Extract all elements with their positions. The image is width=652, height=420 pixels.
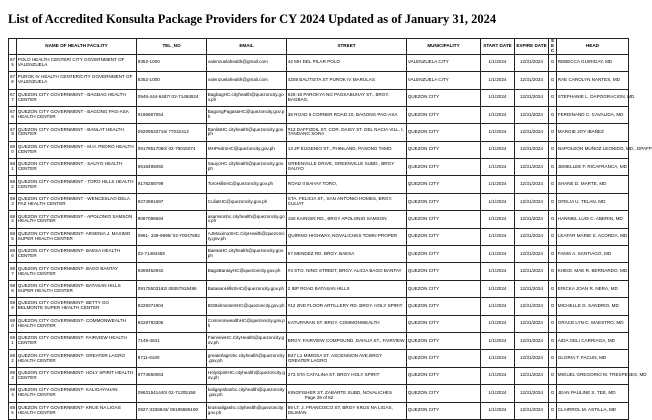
cell-email: BagbagHC.cityhealth@quezoncity.gov.ph [207, 89, 287, 106]
cell-facility-name: QUEZON CITY GOVERNMENT- BAESA HEALTH CENTER [17, 246, 137, 263]
cell-expire-date: 12/31/2024 [515, 176, 549, 193]
cell-row-number: 688 [9, 280, 17, 297]
cell-sec: G [549, 159, 557, 176]
cell-expire-date: 12/31/2024 [515, 367, 549, 384]
cell-sec: G [549, 228, 557, 245]
cell-expire-date: 12/31/2024 [515, 298, 549, 315]
table-row [9, 54, 629, 71]
cell-row-number: 686 [9, 246, 17, 263]
cell-expire-date: 12/31/2024 [515, 211, 549, 228]
cell-facility-name: QUEZON CITY GOVERNMENT- ARSENIA J. MAXIMO SUPER HEALTH CENTER [17, 228, 137, 245]
cell-sec: G [549, 385, 557, 402]
cell-email: BaesaHC.cityhealth@quezoncity.gov.ph [207, 246, 287, 263]
cell-email: BGBelmonteSHC@quezoncity.gov.ph [207, 298, 287, 315]
cell-expire-date: 12/31/2024 [515, 332, 549, 349]
cell-municipality: QUEZON CITY [407, 228, 481, 245]
cell-email: greaterlagrohc.cityhealth@quezoncity.gov.ph [207, 350, 287, 367]
cell-email: CommonwealthHC@quezoncity.gov.ph [207, 315, 287, 332]
cell-row-number: 694 [9, 385, 17, 402]
cell-row-number: 695 [9, 402, 17, 419]
cell-start-date: 1/1/2024 [481, 72, 515, 89]
table-row [9, 332, 629, 349]
cell-municipality: QUEZON CITY [407, 298, 481, 315]
cell-sec: G [549, 141, 557, 158]
cell-expire-date: 12/31/2024 [515, 106, 549, 123]
cell-municipality: QUEZON CITY [407, 332, 481, 349]
table-row [9, 228, 629, 245]
cell-row-number: 678 [9, 106, 17, 123]
cell-email: krusnaligashc.cityhealth@quezoncity.gov.ph [207, 402, 287, 419]
providers-table [8, 38, 652, 420]
cell-sec: G [549, 89, 557, 106]
cell-row-number: 689 [9, 298, 17, 315]
cell-head: REBECCA GUIRIGAY, MD [557, 54, 629, 71]
col-head-header: HEAD [557, 39, 629, 55]
cell-head: GRACE LYN C. MAESTRO, MD [557, 315, 629, 332]
cell-tel-no: 8352-1000 [137, 72, 207, 89]
cell-street: 89 LT. J. FRANCISCO ST, BRGY KRUS NA LIGAS, DILIMAN [287, 402, 407, 419]
cell-sec: G [549, 315, 557, 332]
cell-tel-no: 7149-4641 [137, 332, 207, 349]
cell-street: 4208 BAUTISTA ST PUROK IV MARULAS [287, 72, 407, 89]
cell-municipality: QUEZON CITY [407, 246, 481, 263]
cell-row-number: 680 [9, 141, 17, 158]
cell-head: AIDA GELI CARRIAGA, MD [557, 332, 629, 349]
table-row [9, 124, 629, 141]
cell-sec: G [549, 211, 557, 228]
cell-street: KINGFISHER ST. ZABARTE SUBD, NOVALICHES [287, 385, 407, 402]
cell-facility-name: QUEZON CITY GOVERNMENT - APOLONIO SAMSON HEALTH CENTER [17, 211, 137, 228]
cell-email: SauyoHC.cityhealth@quezoncity.gov.ph [207, 159, 287, 176]
cell-row-number: 692 [9, 350, 17, 367]
cell-tel-no: 02-71484458 [137, 246, 207, 263]
cell-facility-name: QUEZON CITY GOVERNMENT- KALIGAYAHAN HEALTH CENTER [17, 385, 137, 402]
cell-expire-date: 12/31/2024 [515, 124, 549, 141]
table-row [9, 402, 629, 419]
cell-municipality: QUEZON CITY [407, 124, 481, 141]
cell-sec: G [549, 263, 557, 280]
col-street-header: STREET [287, 39, 407, 55]
cell-row-number: 677 [9, 89, 17, 106]
cell-head: CLAIRROL M. ASTILLA, MD [557, 402, 629, 419]
cell-tel-no: 9369452942 [137, 263, 207, 280]
cell-start-date: 1/1/2024 [481, 367, 515, 384]
cell-facility-name: QUEZON CITY GOVERNMENT - BAGONG PAG-ASA HEALTH CENTER [17, 106, 137, 123]
cell-tel-no: 9196667054 [137, 106, 207, 123]
cell-municipality: QUEZON CITY [407, 176, 481, 193]
cell-start-date: 1/1/2024 [481, 298, 515, 315]
cell-sec: G [549, 402, 557, 419]
cell-municipality: QUEZON CITY [407, 385, 481, 402]
cell-street: #4 STO. NINO STREET, BRGY. ALICIA BAGO BANTAY [287, 263, 407, 280]
cell-sec: G [549, 124, 557, 141]
cell-email: asamsonhc.cityhealth@quezoncity.gov.ph [207, 211, 287, 228]
cell-head: NAPOLEON MUÑOZ LEONIDO, MD., DPAFP [557, 141, 629, 158]
cell-street: B47 L1 MIMOSA ST. ASCENSION AVE.BRGY GREATER LAGRO [287, 350, 407, 367]
table-row [9, 193, 629, 210]
cell-tel-no: 09175503162/ 09357919496 [137, 280, 207, 297]
cell-email: BatasanHillsSHC@quezoncity.gov.ph [207, 280, 287, 297]
cell-tel-no: 9228793305 [137, 315, 207, 332]
cell-facility-name: QUEZON CITY GOVERNMENT- COMMONWEALTH HEALTH CENTER [17, 315, 137, 332]
cell-facility-name: QUEZON CITY GOVERNMENT- BATASAN HILLS SUPER HEALTH CENTER [17, 280, 137, 297]
cell-row-number: 681 [9, 159, 17, 176]
cell-start-date: 1/1/2024 [481, 54, 515, 71]
cell-sec: G [549, 176, 557, 193]
cell-street: QUIRINO HIGHWAY, NOVALICHES TOWN PROPER [287, 228, 407, 245]
col-sec-header: SEC [549, 39, 557, 55]
cell-sec: G [549, 54, 557, 71]
cell-expire-date: 12/31/2024 [515, 385, 549, 402]
cell-street: 2 IBP ROAD BATASAN HILLS [287, 280, 407, 297]
cell-tel-no: 09178517080/ 02-79015074 [137, 141, 207, 158]
cell-start-date: 1/1/2024 [481, 332, 515, 349]
cell-tel-no: 8711-6160 [137, 350, 207, 367]
cell-expire-date: 12/31/2024 [515, 54, 549, 71]
cell-municipality: QUEZON CITY [407, 280, 481, 297]
cell-municipality: QUEZON CITY [407, 367, 481, 384]
cell-tel-no: 0961- 349-9696/ 02-70047692 [137, 228, 207, 245]
cell-start-date: 1/1/2024 [481, 315, 515, 332]
cell-street: BRGY. FAIRVIEW COMPOUND, DAHLIA ST., FAIRVIEW [287, 332, 407, 349]
cell-start-date: 1/1/2024 [481, 89, 515, 106]
cell-head: OFELIA U. TELAN, MD [557, 193, 629, 210]
cell-street: 42 MH DEL PILAR POLO [287, 54, 407, 71]
cell-start-date: 1/1/2024 [481, 176, 515, 193]
cell-facility-name: QUEZON CITY GOVERNMENT- HOLY SPIRIT HEALTH CENTER [17, 367, 137, 384]
cell-street: 36 ROAD 9 CORNER ROAD 10, BAGONG PAG-ASA [287, 106, 407, 123]
cell-row-number: 679 [9, 124, 17, 141]
cell-street: STA. FELICIA ST., SAN ANTONIO HOMES, BRGY. CULIAT [287, 193, 407, 210]
cell-start-date: 1/1/2024 [481, 211, 515, 228]
cell-expire-date: 12/31/2024 [515, 263, 549, 280]
cell-expire-date: 12/31/2024 [515, 159, 549, 176]
table-row [9, 72, 629, 89]
table-header-row [9, 39, 629, 55]
cell-sec: G [549, 350, 557, 367]
col-tel-header: TEL_NO [137, 39, 207, 55]
col-start-date-header: START DATE [481, 39, 515, 55]
cell-sec: G [549, 246, 557, 263]
cell-head: GLORIA T. FACUN, MD [557, 350, 629, 367]
cell-row-number: 693 [9, 367, 17, 384]
cell-municipality: QUEZON CITY [407, 89, 481, 106]
cell-row-number: 684 [9, 211, 17, 228]
cell-start-date: 1/1/2024 [481, 141, 515, 158]
cell-facility-name: QUEZON CITY GOVERNMENT- KRUS NA LIGAS HEALTH CENTER [17, 402, 137, 419]
cell-start-date: 1/1/2024 [481, 159, 515, 176]
cell-street: ROAD II BAHAY TORO, [287, 176, 407, 193]
cell-municipality: QUEZON CITY [407, 141, 481, 158]
cell-street: KATUPARAN ST. BRGY. COMMONWEALTH [287, 315, 407, 332]
cell-row-number: 691 [9, 332, 17, 349]
cell-start-date: 1/1/2024 [481, 228, 515, 245]
cell-tel-no: 0927-3336943/ 09195586190 [137, 402, 207, 419]
cell-street: #13 DAFFODIL ST. COR. DAISY ST. DEL NACIA VILL. I, TANDANG SORA [287, 124, 407, 141]
cell-tel-no: 9274981697 [137, 193, 207, 210]
cell-head: JEMELLEE F. RICAFRANCA, MD [557, 159, 629, 176]
table-body [9, 54, 652, 419]
cell-head: RAE CAROLYN NANTES, MD [557, 72, 629, 89]
cell-start-date: 1/1/2024 [481, 246, 515, 263]
cell-head: FERDINAND C. CAVALIDA, MD [557, 106, 629, 123]
cell-email: valenzuelahealth@gmail.com [207, 72, 287, 89]
cell-email: BagongPagasaHC@quezoncity.gov.ph [207, 106, 287, 123]
cell-row-number: 682 [9, 176, 17, 193]
cell-head: KHEID. MAE R. BERNARDO, MD. [557, 263, 629, 280]
cell-street: 57 MENDEZ RD. BRGY. BAESA [287, 246, 407, 263]
cell-row-number: 685 [9, 228, 17, 245]
cell-sec: G [549, 106, 557, 123]
cell-municipality: QUEZON CITY [407, 211, 481, 228]
cell-start-date: 1/1/2024 [481, 350, 515, 367]
cell-tel-no: 0946-444-6487/ 02-71484924 [137, 89, 207, 106]
cell-facility-name: QUEZON CITY GOVERNMENT - M.H. PEDRO HEALTH CENTER [17, 141, 137, 158]
cell-street: 273 STA CATALINA ST. BRGY HOLY SPIRIT [287, 367, 407, 384]
cell-sec: G [549, 332, 557, 349]
col-facility-header: NAME OF HEALTH FACILITY [17, 39, 137, 55]
cell-sec: G [549, 193, 557, 210]
table-row [9, 159, 629, 176]
cell-municipality: QUEZON CITY [407, 263, 481, 280]
cell-head: HANNIEL LUIS C. ABERIN, MD [557, 211, 629, 228]
col-expire-date-header: EXPIRE DATE [515, 39, 549, 55]
table-row [9, 106, 629, 123]
cell-expire-date: 12/31/2024 [515, 315, 549, 332]
cell-street: 150 KAINGIN RD., BRGY APOLONIO SAMSON [287, 211, 407, 228]
cell-email: CuliatHC@quezoncity.gov.ph [207, 193, 287, 210]
cell-row-number: 675 [9, 54, 17, 71]
cell-facility-name: QUEZON CITY GOVERNMENT - BANLAT HEALTH CENTER [17, 124, 137, 141]
cell-head: MARGIE JOY IBAÑEZ [557, 124, 629, 141]
cell-expire-date: 12/31/2024 [515, 89, 549, 106]
cell-municipality: QUEZON CITY [407, 193, 481, 210]
cell-municipality: QUEZON CITY [407, 159, 481, 176]
cell-facility-name: QUEZON CITY GOVERNMENT - SAUYO HEALTH CENTER [17, 159, 137, 176]
table-row [9, 141, 629, 158]
cell-facility-name: PUROK IV HEALTH CENTER/CITY GOVERNMENT OF VALENZUELA [17, 72, 137, 89]
table-row [9, 298, 629, 315]
cell-expire-date: 12/31/2024 [515, 228, 549, 245]
cell-head: MICHELLE G. SANDRIO, MD [557, 298, 629, 315]
cell-head: JEAN PAULINE S. TEE, MD [557, 385, 629, 402]
cell-expire-date: 12/31/2024 [515, 402, 549, 419]
page-footer: Page 29 of 82 [304, 395, 334, 400]
cell-head: LEAFAR MARIE S. ACORDA, MD [557, 228, 629, 245]
cell-street: 13 JP EUGENIO ST., PHINLAND, PASONG TAMO [287, 141, 407, 158]
cell-expire-date: 12/31/2024 [515, 193, 549, 210]
cell-head: SHANE D. MARTE, MD [557, 176, 629, 193]
cell-start-date: 1/1/2024 [481, 385, 515, 402]
cell-facility-name: QUEZON CITY GOVERNMENT - WENCESLAO DELA PAZ HEALTH CENTER [17, 193, 137, 210]
cell-email: kaligayahanhc.cityhealth@quezoncity.gov.ph [207, 385, 287, 402]
cell-street: GREENVILLE DRIVE, GREENVILLE SUBD., BRGY SAUYO [287, 159, 407, 176]
cell-email: valenzuelahealth@gmail.com [207, 54, 287, 71]
cell-tel-no: 9618495092 [137, 159, 207, 176]
cell-tel-no: 9774650063 [137, 367, 207, 384]
cell-expire-date: 12/31/2024 [515, 350, 549, 367]
cell-sec: G [549, 280, 557, 297]
cell-start-date: 1/1/2024 [481, 193, 515, 210]
col-municipality-header: MUNICIPALITY [407, 39, 481, 55]
cell-street: #12 2ND FLOOR ARTILLERY RD. BRGY. HOLY SPIRIT [287, 298, 407, 315]
cell-start-date: 1/1/2024 [481, 124, 515, 141]
table-row [9, 176, 629, 193]
table-row [9, 263, 629, 280]
col-number-header [9, 39, 17, 55]
cell-start-date: 1/1/2024 [481, 280, 515, 297]
cell-head: STEPHANIE L. DAPOGRACION, MD [557, 89, 629, 106]
cell-start-date: 1/1/2024 [481, 106, 515, 123]
cell-tel-no: 9229371904 [137, 298, 207, 315]
cell-municipality: VALENZUELA CITY [407, 54, 481, 71]
cell-expire-date: 12/31/2024 [515, 246, 549, 263]
cell-start-date: 1/1/2024 [481, 402, 515, 419]
cell-municipality: QUEZON CITY [407, 315, 481, 332]
cell-row-number: 676 [9, 72, 17, 89]
cell-email: MHPedroHC@quezoncity.gov.ph [207, 141, 287, 158]
cell-email: ToroHillsHC@quezoncity.gov.ph [207, 176, 287, 193]
cell-facility-name: QUEZON CITY GOVERNMENT- FAIRVIEW HEALTH CENTER [17, 332, 137, 349]
table-row [9, 367, 629, 384]
cell-facility-name: QUEZON CITY GOVERNMENT - TORO HILLS HEALTH CENTER [17, 176, 137, 193]
table-row [9, 350, 629, 367]
cell-tel-no: 9178268799 [137, 176, 207, 193]
cell-row-number: 683 [9, 193, 17, 210]
document-title: List of Accredited Konsulta Package Providers for CY 2024 Updated as of January 31, 2024 [8, 12, 497, 26]
cell-row-number: 690 [9, 315, 17, 332]
col-email-header: EMAIL [207, 39, 287, 55]
table-row [9, 246, 629, 263]
cell-tel-no: 9087096694 [137, 211, 207, 228]
cell-municipality: QUEZON CITY [407, 106, 481, 123]
cell-facility-name: QUEZON CITY GOVERNMENT- BAGO BANTAY HEALTH CENTER [17, 263, 137, 280]
cell-sec: G [549, 367, 557, 384]
cell-tel-no: 8352-1000 [137, 54, 207, 71]
cell-email: AJMaximoSHC.CityHealth@quezoncity.gov.ph [207, 228, 287, 245]
cell-municipality: QUEZON CITY [407, 350, 481, 367]
cell-head: FANIS A. SANTIAGO, MD [557, 246, 629, 263]
cell-start-date: 1/1/2024 [481, 263, 515, 280]
cell-expire-date: 12/31/2024 [515, 141, 549, 158]
cell-expire-date: 12/31/2024 [515, 72, 549, 89]
table-row [9, 315, 629, 332]
cell-email: BanlatHC.cityhealth@quezoncity.gov.ph [207, 124, 287, 141]
cell-email: HolySpiritHC.cityhealth@quezoncity.gov.ph [207, 367, 287, 384]
cell-facility-name: QUEZON CITY GOVERNMENT - BAGBAG HEALTH CENTER [17, 89, 137, 106]
cell-municipality: QUEZON CITY [407, 402, 481, 419]
cell-email: BagoBantayHC@quezoncity.gov.ph [207, 263, 287, 280]
table-row [9, 211, 629, 228]
cell-sec: G [549, 298, 557, 315]
cell-tel-no: 09631541440/ 02-71205158 [137, 385, 207, 402]
cell-email: FairviewHC.CityHealth@quezoncity.gov.ph [207, 332, 287, 349]
cell-facility-name: QUEZON CITY GOVERNMENT- GREATER LAGRO HEALTH CENTER [17, 350, 137, 367]
cell-expire-date: 12/31/2024 [515, 280, 549, 297]
cell-sec: G [549, 72, 557, 89]
cell-row-number: 687 [9, 263, 17, 280]
table-row [9, 280, 629, 297]
cell-head: MIGUEL GREGORIO M. TRESPESES, MD [557, 367, 629, 384]
cell-tel-no: 09209533716/ 77032412 [137, 124, 207, 141]
cell-facility-name: POLO HEALTH CENTER/ CITY GOVERNMENT OF VALENZUELA [17, 54, 137, 71]
cell-municipality: VALENZUELA CITY [407, 72, 481, 89]
cell-head: ERICKA JOAN R. NERA, MD [557, 280, 629, 297]
table-row [9, 89, 629, 106]
cell-street: 625-18 PAROKYA NG PAGKABUHAY ST., BRGY. BAGBAG, [287, 89, 407, 106]
cell-facility-name: QUEZON CITY GOVERNMENT- BETTY GO BELMONTE SUPER HEALTH CENTER [17, 298, 137, 315]
